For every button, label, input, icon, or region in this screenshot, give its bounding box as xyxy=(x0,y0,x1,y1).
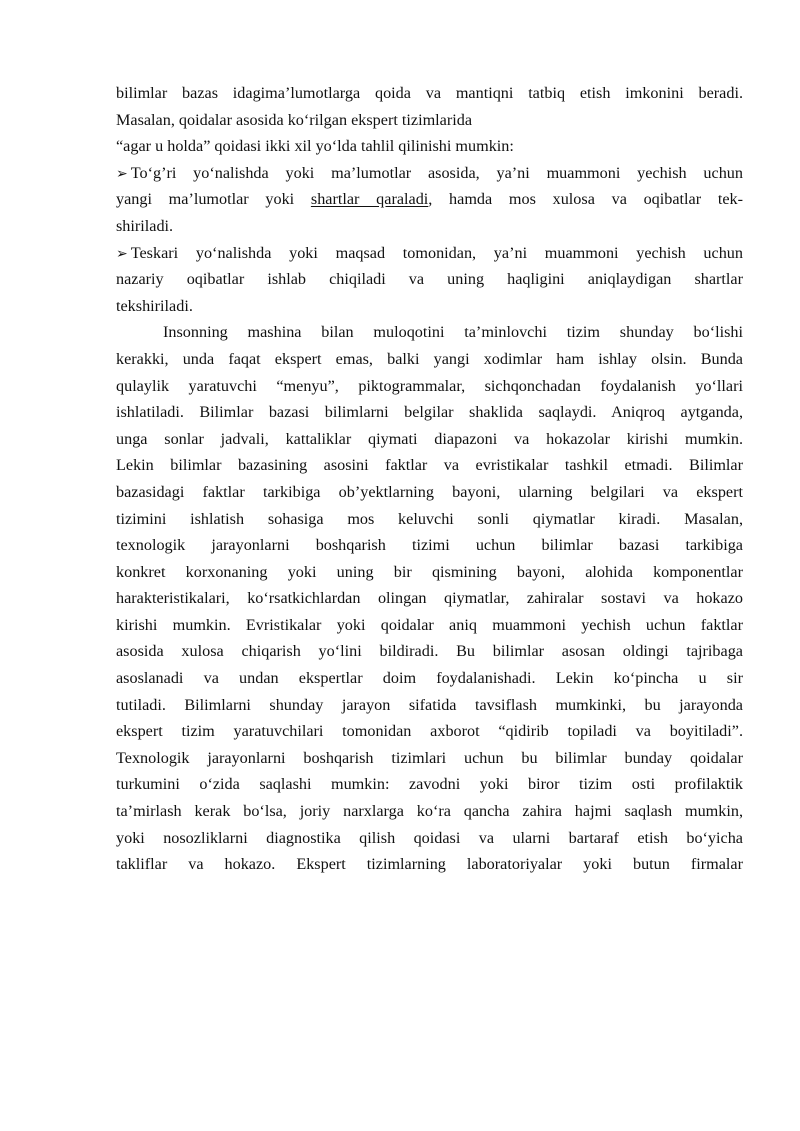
text-line: tekshiriladi. xyxy=(116,296,193,315)
text-line: kerakki, unda faqat ekspert emas, balki yangi xodimlar ham ishlay olsin. Bunda xyxy=(116,349,743,368)
bullet-text: To‘g’ri yo‘nalishda yoki ma’lumotlar asosida, ya’ni muammoni yechish uchun xyxy=(130,163,743,182)
text-line: Texnologik jarayonlarni boshqarish tizimlari uchun bu bilimlar bunday qoidalar xyxy=(116,748,743,767)
bullet-item-1 xyxy=(116,160,743,240)
text-line: texnologik jarayonlarni boshqarish tizimi uchun bilimlar bazasi tarkibiga xyxy=(116,536,743,555)
text-line xyxy=(116,186,743,213)
text-line: unga sonlar jadvali, kattaliklar qiymati diapazoni va hokazolar kirishi mumkin. xyxy=(116,429,743,448)
bullet-text: yangi ma’lumotlar yoki xyxy=(116,190,295,209)
text-line: ishlatiladi. Bilimlar bazasi bilimlarni belgilar shaklida saqlaydi. Aniqroq aytganda, xyxy=(116,403,743,422)
text-line: kirishi mumkin. Evristikalar yoki qoidalar aniq muammoni yechish uchun faktlar xyxy=(116,615,743,634)
text-line xyxy=(116,240,743,267)
text-line xyxy=(116,160,743,187)
text-line: konkret korxonaning yoki uning bir qismining bayoni, alohida komponentlar xyxy=(116,562,743,581)
text-line: bilimlar bazas idagima’lumotlarga qoida va mantiqni tatbiq etish imkonini beradi. xyxy=(116,84,743,102)
bullet-item-2 xyxy=(116,240,743,320)
text-line: Insonning mashina bilan muloqotini ta’minlovchi tizim shunday bo‘lishi xyxy=(163,323,743,342)
text-line: shiriladi. xyxy=(116,216,174,235)
text-line: Lekin bilimlar bazasining asosini faktlar va evristikalar tashkil etmadi. Bilimlar xyxy=(116,456,743,475)
text-line: yoki nosozliklarni diagnostika qilish qoidasi va ularni bartaraf etish bo‘yicha xyxy=(116,828,743,847)
text-line: harakteristikalari, ko‘rsatkichlardan olingan qiymatlar, zahiralar sostavi va hokazo xyxy=(116,589,743,608)
underlined-phrase: shartlar qaraladi xyxy=(310,190,429,209)
arrow-bullet-icon: ➢ xyxy=(116,245,128,262)
text-line: Masalan, qoidalar asosida ko‘rilgan ekspert tizimlarida xyxy=(116,110,473,129)
text-line: asoslanadi va undan ekspertlar doim foydalanishadi. Lekin ko‘pincha u sir xyxy=(116,669,743,688)
text-line: asosida xulosa chiqarish yo‘lini bildiradi. Bu bilimlar asosan oldingi tajribaga xyxy=(116,642,743,661)
bullet-text: , hamda mos xulosa va oqibatlar tek- xyxy=(428,190,744,209)
text-line: bazasidagi faktlar tarkibiga ob’yektlarning bayoni, ularning belgilari va ekspert xyxy=(116,482,743,501)
text-line: nazariy oqibatlar ishlab chiqiladi va uning haqligini aniqlaydigan shartlar xyxy=(116,270,743,289)
body-text xyxy=(116,80,743,878)
text-line: ekspert tizim yaratuvchilari tomonidan axborot “qidirib topiladi va boyitiladi”. xyxy=(116,722,743,741)
text-line: tutiladi. Bilimlarni shunday jarayon sifatida tavsiflash mumkinki, bu jarayonda xyxy=(116,695,743,714)
main-paragraph xyxy=(116,319,743,877)
text-line: ta’mirlash kerak bo‘lsa, joriy narxlarga ko‘ra qancha zahira hajmi saqlash mumkin, xyxy=(116,802,743,821)
arrow-bullet-icon: ➢ xyxy=(116,165,128,182)
text-line: takliflar va hokazo. Ekspert tizimlarning laboratoriyalar yoki butun firmalar xyxy=(116,855,743,874)
text-line: tizimini ishlatish sohasiga mos keluvchi sonli qiymatlar kiradi. Masalan, xyxy=(116,509,743,528)
text-line: “agar u holda” qoidasi ikki xil yo‘lda tahlil qilinishi mumkin: xyxy=(116,137,514,156)
text-line: qulaylik yaratuvchi “menyu”, piktogrammalar, sichqonchadan foydalanish yo‘llari xyxy=(116,376,743,395)
bullet-text: Teskari yo‘nalishda yoki maqsad tomonidan, ya’ni muammoni yechish uchun xyxy=(130,243,743,262)
text-line: turkumini o‘zida saqlashi mumkin: zavodni yoki biror tizim osti profilaktik xyxy=(116,775,743,794)
